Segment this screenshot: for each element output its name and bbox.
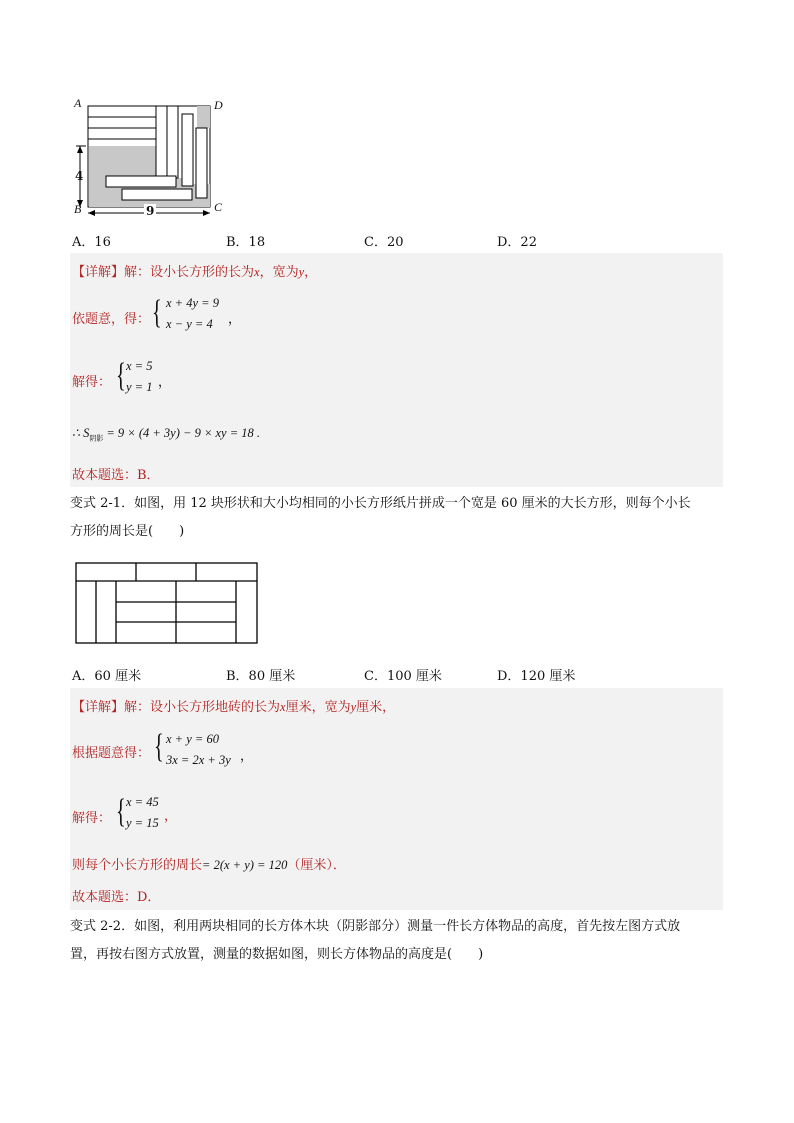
sol2-line4-prefix: 则每个小长方形的周长 bbox=[72, 858, 203, 873]
sol2-eq-comma: ， bbox=[240, 749, 254, 764]
q1-option-d[interactable]: D．22 bbox=[497, 235, 537, 250]
solution-1-panel bbox=[70, 253, 723, 487]
q3-stem-line1: 变式 2-2．如图，利用两块相同的长方体木块（阴影部分）测量一件长方体物品的高度，首先按左图方式放 bbox=[70, 919, 681, 934]
sol1-sol-x: x = 5 bbox=[126, 359, 153, 373]
q1-option-b[interactable]: B．18 bbox=[226, 235, 266, 250]
sol1-eq2: x − y = 4 bbox=[166, 317, 213, 331]
q2-option-b[interactable]: B．80 厘米 bbox=[226, 669, 296, 684]
q2-stem-line2: 方形的周长是( ) bbox=[70, 524, 185, 539]
sol2-eq1: x + y = 60 bbox=[166, 732, 219, 746]
solution-2-panel bbox=[70, 688, 723, 910]
sol2-sol-y: y = 15 bbox=[126, 816, 159, 830]
sol2-brace-2: { bbox=[116, 793, 126, 830]
sol1-line1-end: ， bbox=[304, 265, 318, 280]
figure-rectangle-puzzle-svg bbox=[72, 96, 232, 221]
label-c: C bbox=[214, 200, 223, 214]
label-width: 9 bbox=[146, 204, 155, 218]
figure-rectangle-puzzle bbox=[72, 96, 232, 221]
sol2-line1-end: 厘米， bbox=[356, 700, 396, 715]
figure-brick-wall-svg bbox=[75, 562, 259, 646]
sol1-eq-comma: ， bbox=[228, 312, 242, 327]
sol1-line2-prefix: 依题意，得： bbox=[72, 312, 151, 327]
sol1-line4-s: ∴ S bbox=[72, 426, 90, 440]
sol2-line5: 故本题选：D． bbox=[72, 890, 161, 905]
sol1-line3-prefix: 解得： bbox=[72, 375, 112, 390]
sol2-brace-1: { bbox=[154, 728, 164, 765]
sol1-line1-mid: ，宽为 bbox=[259, 265, 299, 280]
sol2-eq2: 3x = 2x + 3y bbox=[166, 753, 231, 767]
q2-stem bbox=[70, 490, 725, 546]
sol2-line1-text: 解：设小长方形地砖的长为 bbox=[124, 700, 281, 715]
sol2-sol-x: x = 45 bbox=[126, 795, 159, 809]
sol2-line1-mid: 厘米，宽为 bbox=[285, 700, 351, 715]
sol2-var-x: x bbox=[280, 700, 286, 714]
sol1-var-y: y bbox=[298, 265, 305, 279]
q3-stem bbox=[70, 913, 725, 969]
label-a: A bbox=[74, 96, 82, 110]
q1-option-a[interactable]: A．16 bbox=[72, 235, 111, 250]
q2-stem-line1: 变式 2-1．如图，用 12 块形状和大小均相同的小长方形纸片拼成一个宽是 60 厘米的大长方形，则每个小长 bbox=[70, 496, 691, 511]
sol2-line3-prefix: 解得： bbox=[72, 811, 112, 826]
sol1-line4-sub: 阴影 bbox=[89, 434, 104, 443]
sol2-line4-expr: = 2(x + y) = 120 bbox=[202, 858, 288, 872]
label-d: D bbox=[214, 98, 223, 112]
sol2-tag: 【详解】 bbox=[72, 700, 125, 715]
sol2-line1 bbox=[72, 696, 395, 715]
sol1-line1-text: 解：设小长方形的长为 bbox=[124, 265, 255, 280]
sol1-var-x: x bbox=[254, 265, 260, 279]
sol2-sol-comma: ， bbox=[164, 809, 178, 824]
sol2-var-y: y bbox=[350, 700, 357, 714]
label-b: B bbox=[74, 202, 82, 216]
sol1-tag: 【详解】 bbox=[72, 265, 125, 280]
q2-option-c[interactable]: C．100 厘米 bbox=[364, 669, 442, 684]
sol2-line2-prefix: 根据题意得： bbox=[72, 746, 151, 761]
sol1-line4-rest: = 9 × (4 + 3y) − 9 × xy = 18 . bbox=[106, 426, 261, 440]
sol1-line5: 故本题选：B． bbox=[72, 468, 160, 483]
sol1-sol-comma: ， bbox=[158, 375, 172, 390]
q1-option-c[interactable]: C．20 bbox=[364, 235, 404, 250]
sol1-line1 bbox=[72, 261, 317, 280]
figure-brick-wall bbox=[75, 562, 259, 650]
sol1-line4 bbox=[72, 425, 260, 444]
sol1-eq1: x + 4y = 9 bbox=[166, 296, 219, 310]
sol2-line4 bbox=[72, 854, 346, 873]
sol1-brace-2: { bbox=[116, 357, 126, 394]
q3-stem-line2: 置，再按右图方式放置，测量的数据如图，则长方体物品的高度是( ) bbox=[70, 947, 484, 962]
q2-option-d[interactable]: D．120 厘米 bbox=[497, 669, 576, 684]
sol2-line4-unit: （厘米）． bbox=[287, 858, 346, 873]
sol1-sol-y: y = 1 bbox=[126, 380, 153, 394]
label-height: 4 bbox=[75, 169, 84, 183]
q2-option-a[interactable]: A．60 厘米 bbox=[72, 669, 142, 684]
sol1-brace-1: { bbox=[152, 294, 162, 331]
